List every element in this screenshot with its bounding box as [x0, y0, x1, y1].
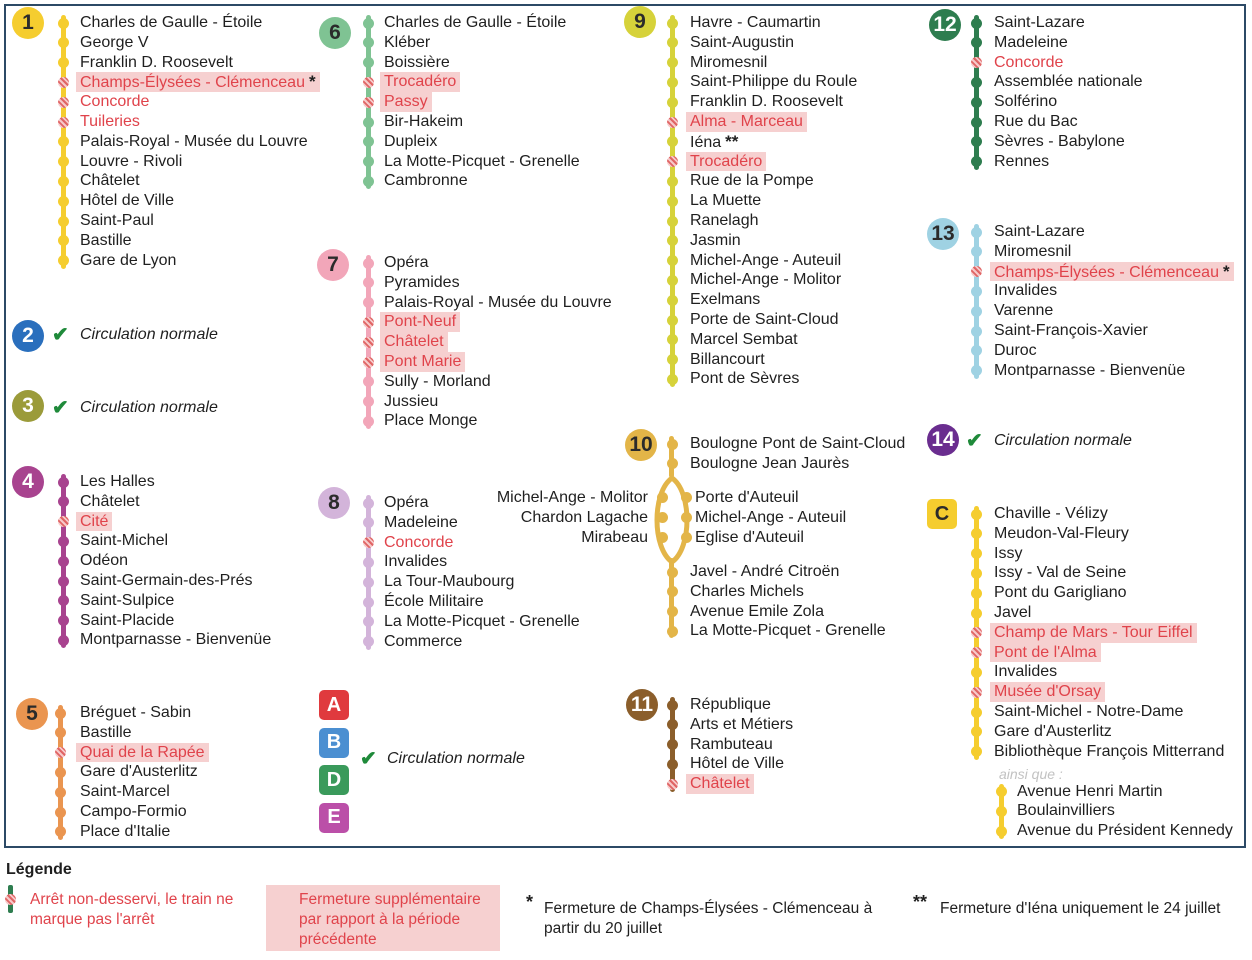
station-kleber: Kléber — [384, 33, 431, 51]
station-republique: République — [690, 696, 771, 713]
line-8-badge: 8 — [318, 487, 350, 519]
stop-marker — [971, 77, 982, 88]
stop-marker — [363, 277, 374, 288]
station-charles-michels: Charles Michels — [690, 582, 804, 600]
station-avenue-emile-zola: Avenue Emile Zola — [690, 602, 824, 620]
station-billancourt: Billancourt — [690, 350, 765, 368]
station-invalides: Invalides — [994, 663, 1058, 681]
line-10-badge: 10 — [625, 429, 657, 461]
stop-marker — [363, 557, 374, 568]
station-saint-philippe-du-roule: Saint-Philippe du Roule — [690, 73, 858, 91]
station-porte-d-auteuil: Porte d'Auteuil — [695, 489, 799, 506]
station-eglise-d-auteuil: Eglise d'Auteuil — [695, 528, 804, 546]
station-javel: Javel — [994, 604, 1032, 621]
stop-marker — [971, 326, 982, 337]
station-issy-val-de-seine: Issy - Val de Seine — [994, 564, 1127, 582]
station-issy: Issy — [994, 544, 1023, 562]
station-commerce: Commerce — [384, 632, 463, 650]
station-musee-d-orsay: Musée d'Orsay — [990, 682, 1105, 702]
stop-marker — [58, 635, 69, 646]
stop-marker — [58, 477, 69, 488]
stop-marker — [667, 759, 678, 770]
stop-marker — [363, 636, 374, 647]
station-la-motte-picquet-grenelle: La Motte-Picquet - Grenelle — [384, 612, 580, 630]
skipped-stop-marker — [58, 117, 69, 128]
rer-a-badge: A — [319, 690, 349, 720]
stop-marker — [363, 156, 374, 167]
line-10-loop — [642, 470, 702, 570]
station-hotel-de-ville: Hôtel de Ville — [80, 192, 174, 210]
rer-e-badge: E — [319, 803, 349, 833]
stop-marker — [667, 439, 678, 450]
skipped-stop-marker — [971, 266, 982, 277]
stop-marker — [667, 77, 678, 88]
stop-marker — [363, 577, 374, 588]
station-concorde: Concorde — [80, 93, 150, 111]
stop-marker — [58, 595, 69, 606]
station-champs-elysees-clemenceau: Champs-Élysées - Clémenceau * — [76, 72, 320, 92]
station-saint-germain-des-pres: Saint-Germain-des-Prés — [80, 572, 253, 589]
stop-marker — [58, 18, 69, 29]
station-bastille: Bastille — [80, 231, 132, 249]
station-montparnasse-bienvenue: Montparnasse - Bienvenüe — [994, 361, 1186, 379]
station-arts-et-metiers: Arts et Métiers — [690, 715, 794, 733]
stop-marker — [971, 528, 982, 539]
station-concorde: Concorde — [994, 53, 1064, 71]
skipped-stop-marker — [363, 317, 374, 328]
skipped-stop-marker — [971, 57, 982, 68]
station-chatelet: Châtelet — [80, 172, 140, 190]
stop-marker — [363, 396, 374, 407]
station-saint-lazare: Saint-Lazare — [994, 14, 1085, 31]
station-trocadero: Trocadéro — [380, 72, 460, 92]
stop-marker — [58, 57, 69, 68]
stop-marker — [55, 767, 66, 778]
station-porte-de-saint-cloud: Porte de Saint-Cloud — [690, 311, 839, 328]
station-odeon: Odéon — [80, 552, 129, 570]
legend-extra-text: Fermeture supplémentaire par rapport à la période précédente — [299, 891, 481, 948]
station-mirabeau: Mirabeau — [581, 528, 648, 546]
station-saint-augustin: Saint-Augustin — [690, 33, 795, 51]
stop-marker — [667, 374, 678, 385]
station-michel-ange-auteuil: Michel-Ange - Auteuil — [695, 508, 847, 526]
stop-marker — [971, 509, 982, 520]
stop-marker — [971, 37, 982, 48]
stop-marker — [667, 295, 678, 306]
station-avenue-henri-martin: Avenue Henri Martin — [1017, 782, 1163, 800]
stop-marker — [971, 608, 982, 619]
station-rennes: Rennes — [994, 152, 1050, 170]
stop-marker — [363, 258, 374, 269]
stop-marker — [363, 297, 374, 308]
skipped-stop-marker — [667, 156, 678, 167]
station-quai-de-la-rapee: Quai de la Rapée — [76, 743, 209, 763]
station-place-monge: Place Monge — [384, 412, 478, 430]
stop-marker — [363, 517, 374, 528]
stop-marker — [681, 492, 692, 503]
stop-marker — [971, 227, 982, 238]
station-duroc: Duroc — [994, 341, 1037, 359]
stop-marker — [55, 708, 66, 719]
line-9-badge: 9 — [624, 6, 656, 38]
station-pont-de-l-alma: Pont de l'Alma — [990, 643, 1101, 663]
stop-marker — [363, 597, 374, 608]
rer-b-badge: B — [319, 728, 349, 758]
stop-marker — [667, 275, 678, 286]
line-13-badge: 13 — [927, 218, 959, 250]
station-bibliotheque-francois-mitterrand: Bibliothèque François Mitterrand — [994, 742, 1225, 760]
check-icon: ✔ — [52, 397, 69, 419]
stop-marker — [996, 806, 1007, 817]
stop-marker — [681, 512, 692, 523]
stop-marker — [971, 306, 982, 317]
stop-marker — [363, 136, 374, 147]
station-palais-royal-musee-du-louvre: Palais-Royal - Musée du Louvre — [80, 132, 308, 150]
station-boulogne-jean-jaures: Boulogne Jean Jaurès — [690, 454, 850, 472]
line-3-badge: 3 — [12, 390, 44, 422]
legend-star2-text: Fermeture d'Iéna uniquement le 24 juillet — [940, 900, 1221, 917]
line-1-badge: 1 — [12, 7, 44, 39]
skipped-stop-marker — [363, 77, 374, 88]
stop-marker — [363, 416, 374, 427]
station-michel-ange-auteuil: Michel-Ange - Auteuil — [690, 251, 842, 269]
stop-marker — [996, 826, 1007, 837]
rer-d-badge: D — [319, 765, 349, 795]
station-rue-de-la-pompe: Rue de la Pompe — [690, 172, 814, 190]
stop-marker — [657, 492, 668, 503]
station-meudon-val-fleury: Meudon-Val-Fleury — [994, 524, 1129, 542]
station-exelmans: Exelmans — [690, 291, 761, 309]
station-passy: Passy — [380, 92, 432, 112]
stop-marker — [55, 787, 66, 798]
stop-marker — [667, 216, 678, 227]
skipped-stop-marker — [363, 357, 374, 368]
station-les-halles: Les Halles — [80, 473, 155, 490]
stop-marker — [667, 586, 678, 597]
station-avenue-du-president-kennedy: Avenue du Président Kennedy — [1017, 822, 1233, 840]
station-michel-ange-molitor: Michel-Ange - Molitor — [496, 489, 648, 506]
skipped-stop-marker — [667, 117, 678, 128]
station-madeleine: Madeleine — [384, 513, 458, 531]
stop-marker — [971, 365, 982, 376]
stop-marker — [667, 334, 678, 345]
line-5-badge: 5 — [16, 698, 48, 730]
station-assemblee-nationale: Assemblée nationale — [994, 73, 1143, 91]
stop-marker — [971, 286, 982, 297]
rer-group-status: Circulation normale — [387, 750, 525, 767]
stop-marker — [971, 156, 982, 167]
legend-stop-text: Arrêt non-desservi, le train ne marque pas l'arrêt — [30, 891, 234, 928]
stop-marker — [971, 568, 982, 579]
stop-marker — [667, 57, 678, 68]
station-dupleix: Dupleix — [384, 132, 438, 150]
stop-marker — [363, 57, 374, 68]
station-place-d-italie: Place d'Italie — [80, 822, 171, 840]
stop-marker — [58, 556, 69, 567]
station-note-mark: * — [308, 72, 316, 92]
station-saint-michel: Saint-Michel — [80, 532, 169, 550]
stop-marker — [971, 667, 982, 678]
stop-marker — [667, 18, 678, 29]
station-rue-du-bac: Rue du Bac — [994, 113, 1078, 130]
station-sevres-babylone: Sèvres - Babylone — [994, 132, 1125, 150]
stop-marker — [667, 606, 678, 617]
stop-marker — [971, 707, 982, 718]
skipped-stop-marker — [363, 537, 374, 548]
station-montparnasse-bienvenue: Montparnasse - Bienvenüe — [80, 631, 272, 649]
check-icon: ✔ — [52, 324, 69, 346]
skipped-stop-marker — [58, 516, 69, 527]
stop-marker — [667, 97, 678, 108]
station-saint-lazare: Saint-Lazare — [994, 223, 1085, 240]
station-saint-marcel: Saint-Marcel — [80, 783, 170, 801]
station-la-muette: La Muette — [690, 192, 762, 210]
line-2-badge: 2 — [12, 320, 44, 352]
station-trocadero: Trocadéro — [686, 152, 766, 172]
stop-marker — [55, 727, 66, 738]
station-javel-andre-citroen: Javel - André Citroën — [690, 563, 840, 580]
legend-skipped-stop-icon — [5, 894, 16, 905]
station-invalides: Invalides — [994, 282, 1058, 300]
station-tuileries: Tuileries — [80, 113, 140, 130]
station-bir-hakeim: Bir-Hakeim — [384, 113, 464, 130]
station-miromesnil: Miromesnil — [994, 242, 1072, 260]
station-michel-ange-molitor: Michel-Ange - Molitor — [690, 271, 842, 289]
station-havre-caumartin: Havre - Caumartin — [690, 14, 821, 31]
stop-marker — [55, 826, 66, 837]
stop-marker — [363, 176, 374, 187]
stop-marker — [667, 315, 678, 326]
stop-marker — [971, 18, 982, 29]
station-chatelet: Châtelet — [80, 492, 140, 510]
station-concorde: Concorde — [384, 533, 454, 551]
also-label: ainsi que : — [999, 765, 1063, 782]
station-ecole-militaire: École Militaire — [384, 593, 484, 610]
stop-marker — [58, 235, 69, 246]
station-iena: Iéna ** — [690, 131, 739, 151]
station-miromesnil: Miromesnil — [690, 53, 768, 71]
stop-marker — [667, 719, 678, 730]
station-palais-royal-musee-du-louvre: Palais-Royal - Musée du Louvre — [384, 293, 612, 311]
stop-marker — [667, 567, 678, 578]
station-pont-de-sevres: Pont de Sèvres — [690, 370, 800, 388]
station-opera: Opéra — [384, 254, 429, 271]
line-14-badge: 14 — [927, 424, 959, 456]
stop-marker — [996, 786, 1007, 797]
station-franklin-d-roosevelt: Franklin D. Roosevelt — [690, 93, 843, 111]
stop-marker — [58, 496, 69, 507]
stop-marker — [667, 136, 678, 147]
stop-marker — [58, 196, 69, 207]
station-opera: Opéra — [384, 494, 429, 511]
station-jasmin: Jasmin — [690, 231, 741, 249]
station-saint-michel-notre-dame: Saint-Michel - Notre-Dame — [994, 703, 1184, 720]
stop-marker — [657, 532, 668, 543]
station-gare-de-lyon: Gare de Lyon — [80, 251, 177, 269]
stop-marker — [363, 616, 374, 627]
skipped-stop-marker — [363, 97, 374, 108]
stop-marker — [971, 246, 982, 257]
stop-marker — [667, 626, 678, 637]
stop-marker — [971, 726, 982, 737]
stop-marker — [971, 136, 982, 147]
stop-marker — [58, 176, 69, 187]
line-6-badge: 6 — [319, 17, 351, 49]
legend-star2-mark: ** — [913, 892, 928, 912]
stop-marker — [363, 18, 374, 29]
stop-marker — [667, 196, 678, 207]
station-note-mark: ** — [725, 131, 739, 151]
stop-marker — [971, 588, 982, 599]
stop-marker — [58, 576, 69, 587]
station-saint-francois-xavier: Saint-François-Xavier — [994, 322, 1148, 339]
station-alma-marceau: Alma - Marceau — [686, 112, 807, 132]
station-pont-marie: Pont Marie — [380, 352, 465, 372]
station-la-motte-picquet-grenelle: La Motte-Picquet - Grenelle — [384, 152, 580, 170]
line-c-badge: C — [927, 499, 957, 529]
station-chardon-lagache: Chardon Lagache — [520, 508, 648, 526]
station-la-motte-picquet-grenelle: La Motte-Picquet - Grenelle — [690, 622, 886, 640]
stop-marker — [58, 255, 69, 266]
station-varenne: Varenne — [994, 302, 1054, 320]
station-sully-morland: Sully - Morland — [384, 372, 491, 390]
stop-marker — [58, 37, 69, 48]
stop-marker — [657, 512, 668, 523]
skipped-stop-marker — [58, 77, 69, 88]
station-george-v: George V — [80, 33, 149, 51]
skipped-stop-marker — [971, 627, 982, 638]
line-11-badge: 11 — [626, 689, 658, 721]
skipped-stop-marker — [58, 97, 69, 108]
stop-marker — [363, 376, 374, 387]
station-cambronne: Cambronne — [384, 172, 468, 190]
skipped-stop-marker — [971, 647, 982, 658]
station-louvre-rivoli: Louvre - Rivoli — [80, 152, 183, 170]
stop-marker — [667, 700, 678, 711]
station-pont-neuf: Pont-Neuf — [380, 312, 460, 332]
station-hotel-de-ville: Hôtel de Ville — [690, 755, 784, 773]
legend-title: Légende — [6, 861, 72, 878]
skipped-stop-marker — [55, 747, 66, 758]
station-ranelagh: Ranelagh — [690, 212, 759, 229]
station-boissiere: Boissière — [384, 53, 450, 71]
stop-marker — [363, 37, 374, 48]
stop-marker — [363, 117, 374, 128]
stop-marker — [55, 807, 66, 818]
stop-marker — [363, 498, 374, 509]
station-charles-de-gaulle-etoile: Charles de Gaulle - Étoile — [80, 14, 263, 31]
station-gare-d-austerlitz: Gare d'Austerlitz — [80, 763, 198, 781]
line-4-badge: 4 — [12, 466, 44, 498]
skipped-stop-marker — [363, 337, 374, 348]
station-chaville-velizy: Chaville - Vélizy — [994, 505, 1108, 522]
station-invalides: Invalides — [384, 553, 448, 571]
legend-star1-mark: * — [526, 892, 534, 912]
stop-marker — [971, 746, 982, 757]
station-charles-de-gaulle-etoile: Charles de Gaulle - Étoile — [384, 14, 567, 31]
station-solferino: Solférino — [994, 93, 1058, 111]
station-bastille: Bastille — [80, 723, 132, 741]
check-icon: ✔ — [966, 430, 983, 452]
stop-marker — [58, 156, 69, 167]
stop-marker — [971, 345, 982, 356]
station-champ-de-mars-tour-eiffel: Champ de Mars - Tour Eiffel — [990, 623, 1197, 643]
line-14-status: Circulation normale — [994, 432, 1132, 449]
station-pont-du-garigliano: Pont du Garigliano — [994, 584, 1127, 602]
skipped-stop-marker — [667, 779, 678, 790]
stop-marker — [971, 117, 982, 128]
station-cite: Cité — [76, 512, 112, 532]
station-chatelet: Châtelet — [686, 774, 754, 794]
station-champs-elysees-clemenceau: Champs-Élysées - Clémenceau * — [990, 262, 1234, 282]
line-2-status: Circulation normale — [80, 326, 218, 343]
stop-marker — [681, 532, 692, 543]
station-chatelet: Châtelet — [380, 332, 448, 352]
stop-marker — [667, 255, 678, 266]
stop-marker — [971, 548, 982, 559]
stop-marker — [667, 37, 678, 48]
stop-marker — [667, 176, 678, 187]
station-jussieu: Jussieu — [384, 392, 439, 410]
line-3-status: Circulation normale — [80, 399, 218, 416]
skipped-stop-marker — [971, 687, 982, 698]
stop-marker — [971, 97, 982, 108]
station-franklin-d-roosevelt: Franklin D. Roosevelt — [80, 53, 233, 71]
station-la-tour-maubourg: La Tour-Maubourg — [384, 573, 515, 591]
stop-marker — [58, 216, 69, 227]
station-note-mark: * — [1222, 261, 1230, 281]
stop-marker — [58, 136, 69, 147]
stop-marker — [58, 536, 69, 547]
line-12-badge: 12 — [929, 9, 961, 41]
station-madeleine: Madeleine — [994, 33, 1068, 51]
station-boulogne-pont-de-saint-cloud: Boulogne Pont de Saint-Cloud — [690, 435, 906, 452]
stop-marker — [667, 235, 678, 246]
station-gare-d-austerlitz: Gare d'Austerlitz — [994, 722, 1112, 740]
station-boulainvilliers: Boulainvilliers — [1017, 802, 1115, 820]
line-7-badge: 7 — [317, 249, 349, 281]
stop-marker — [58, 615, 69, 626]
station-campo-formio: Campo-Formio — [80, 803, 187, 820]
stop-marker — [667, 739, 678, 750]
station-pyramides: Pyramides — [384, 273, 460, 291]
station-saint-placide: Saint-Placide — [80, 611, 175, 629]
station-marcel-sembat: Marcel Sembat — [690, 330, 798, 348]
legend-star1-text: Fermeture de Champs-Élysées - Clémenceau à partir du 20 juillet — [544, 900, 873, 937]
station-breguet-sabin: Bréguet - Sabin — [80, 704, 192, 721]
station-saint-paul: Saint-Paul — [80, 212, 154, 229]
stop-marker — [667, 354, 678, 365]
check-icon: ✔ — [360, 748, 377, 770]
stop-marker — [667, 458, 678, 469]
station-saint-sulpice: Saint-Sulpice — [80, 591, 175, 609]
station-rambuteau: Rambuteau — [690, 735, 773, 753]
